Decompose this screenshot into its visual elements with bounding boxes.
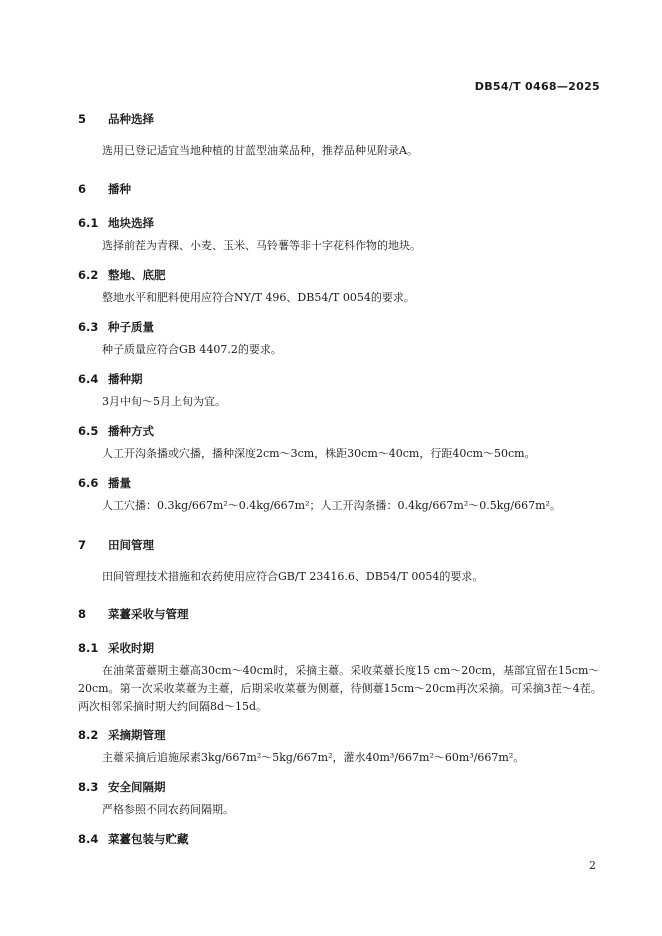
section-heading-s6-2 (78, 267, 166, 283)
section-title: 播种方式 (108, 424, 154, 438)
section-heading-s6-5 (78, 423, 154, 439)
paragraph-line (78, 568, 598, 586)
section-number: 5 (78, 112, 87, 126)
section-heading-s8-4 (78, 831, 189, 847)
paragraph-line (78, 237, 598, 255)
paragraph-text: 选用已登记适宜当地种植的甘蓝型油菜品种，推荐品种见附录A。 (102, 144, 418, 157)
paragraph-text: 主薹采摘后追施尿素3kg/667m²～5kg/667m²，灌水40m³/667m²～60m³/667m²。 (102, 751, 525, 764)
section-heading-s8 (78, 606, 189, 622)
section-number: 6.1 (78, 216, 99, 230)
section-heading-s6-4 (78, 371, 143, 387)
paragraph-text: 20cm。第一次采收菜薹为主薹，后期采收菜薹为侧薹，待侧薹15cm～20cm再次采摘。可采摘3茬～4茬。 (78, 682, 602, 695)
section-title: 采收时期 (108, 641, 154, 655)
paragraph-line (78, 445, 598, 463)
document-id-header: DB54/T 0468—2025 (474, 80, 600, 93)
section-number: 8.4 (78, 832, 99, 846)
paragraph-text: 种子质量应符合GB 4407.2的要求。 (102, 343, 282, 356)
paragraph-text: 人工穴播：0.3kg/667m²～0.4kg/667m²；人工开沟条播：0.4kg/667m²～0.5kg/667m²。 (102, 499, 561, 512)
section-title: 品种选择 (108, 112, 154, 126)
section-title: 播种期 (108, 372, 143, 386)
section-number: 6 (78, 182, 87, 196)
section-heading-s6-6 (78, 475, 131, 491)
section-heading-s7 (78, 537, 154, 553)
section-number: 6.6 (78, 476, 99, 490)
page-number: 2 (589, 859, 596, 872)
paragraph-line (78, 698, 598, 716)
paragraph-line (78, 497, 598, 515)
section-number: 8.2 (78, 728, 99, 742)
section-title: 播量 (108, 476, 131, 490)
section-heading-s6-3 (78, 319, 154, 335)
section-title: 菜薹采收与管理 (108, 607, 189, 621)
section-number: 6.2 (78, 268, 99, 282)
section-title: 播种 (108, 182, 131, 196)
section-heading-s6-1 (78, 215, 154, 231)
paragraph-text: 在油菜蕾薹期主薹高30cm～40cm时，采摘主薹。采收菜薹长度15 cm～20cm，基部宜留在15cm～ (102, 664, 600, 677)
paragraph-line (78, 662, 598, 680)
paragraph-text: 严格参照不同农药间隔期。 (102, 803, 234, 816)
section-heading-s5 (78, 111, 154, 127)
section-title: 田间管理 (108, 538, 154, 552)
paragraph-line (78, 142, 598, 160)
section-number: 6.5 (78, 424, 99, 438)
section-number: 8.3 (78, 780, 99, 794)
paragraph-text: 人工开沟条播或穴播，播种深度2cm～3cm，株距30cm～40cm，行距40cm～50cm。 (102, 447, 536, 460)
section-title: 安全间隔期 (108, 780, 166, 794)
section-number: 8.1 (78, 641, 99, 655)
paragraph-line (78, 749, 598, 767)
section-heading-s8-2 (78, 727, 166, 743)
section-heading-s6 (78, 181, 131, 197)
section-number: 7 (78, 538, 87, 552)
section-number: 8 (78, 607, 87, 621)
section-number: 6.4 (78, 372, 99, 386)
paragraph-text: 两次相邻采摘时期大约间隔8d～15d。 (78, 700, 268, 713)
paragraph-line (78, 680, 602, 698)
section-title: 整地、底肥 (108, 268, 166, 282)
section-title: 种子质量 (108, 320, 154, 334)
section-number: 6.3 (78, 320, 99, 334)
section-title: 菜薹包装与贮藏 (108, 832, 189, 846)
paragraph-text: 选择前茬为青稞、小麦、玉米、马铃薯等非十字花科作物的地块。 (102, 239, 421, 252)
paragraph-text: 田间管理技术措施和农药使用应符合GB/T 23416.6、DB54/T 0054的要求。 (102, 570, 484, 583)
section-heading-s8-3 (78, 779, 166, 795)
section-title: 地块选择 (108, 216, 154, 230)
paragraph-line (78, 393, 598, 411)
paragraph-line (78, 341, 598, 359)
paragraph-line (78, 801, 598, 819)
paragraph-text: 3月中旬～5月上旬为宜。 (102, 395, 226, 408)
paragraph-text: 整地水平和肥料使用应符合NY/T 496、DB54/T 0054的要求。 (102, 291, 415, 304)
section-heading-s8-1 (78, 640, 154, 656)
paragraph-line (78, 289, 598, 307)
section-title: 采摘期管理 (108, 728, 166, 742)
